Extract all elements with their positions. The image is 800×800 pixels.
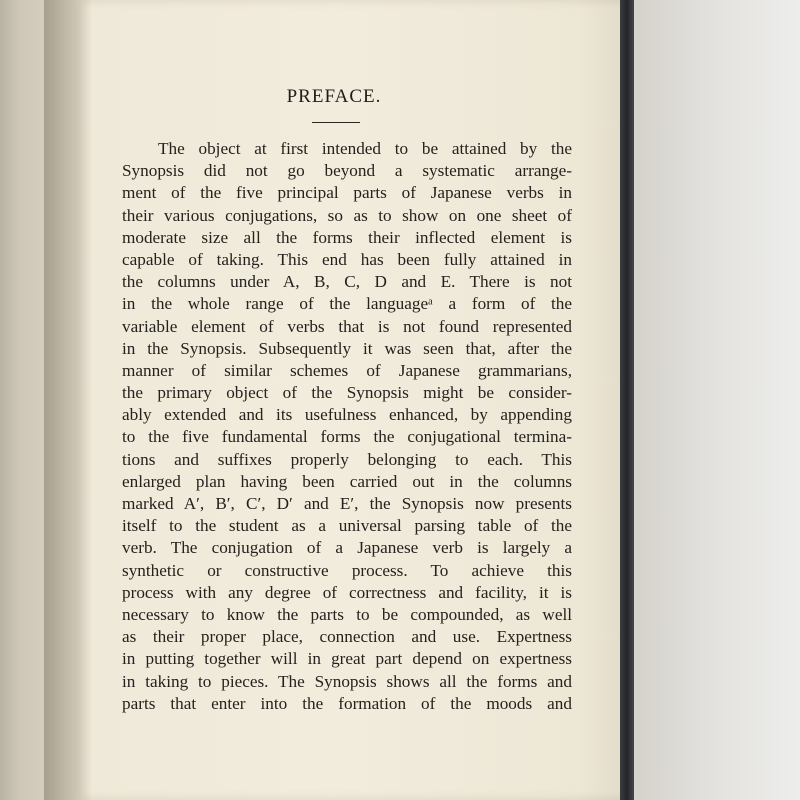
text-line: as their proper place, connection and use. Expertness [122,627,572,647]
text-line: itself to the student as a universal parsing table of the [122,516,572,536]
text-line: in taking to pieces. The Synopsis shows all the forms and [122,671,572,691]
text-line: The object at first intended to be attained by the [158,139,572,158]
text-line: capable of taking. This end has been fully attained in [122,249,572,269]
page-title: PREFACE. [286,86,382,107]
text-line: ment of the five principal parts of Japanese verbs in [122,183,572,203]
text-line: enlarged plan having been carried out in the columns [122,471,572,491]
text-line: their various conjugations, so as to show on one sheet of [122,205,572,225]
book-cover-edge [620,0,634,800]
preface-body [122,138,572,715]
title-rule [312,122,360,123]
text-line: in putting together will in great part depend on expertness [122,649,572,669]
text-line: tions and suffixes properly belonging to each. This [122,449,572,469]
text-line: in the Synopsis. Subsequently it was seen that, after the [122,338,572,358]
text-line: the columns under A, B, C, D and E. There is not [122,272,572,292]
text-line: moderate size all the forms their inflected element is [122,227,572,247]
text-line: the primary object of the Synopsis might be consider- [122,383,572,403]
page-gutter-shadow [44,0,92,800]
text-line: manner of similar schemes of Japanese grammarians, [122,360,572,380]
text-line: synthetic or constructive process. To achieve this [122,560,572,580]
text-line: parts that enter into the formation of the moods and [122,693,572,713]
text-line: necessary to know the parts to be compounded, as well [122,604,572,624]
text-line: in the whole range of the languageᵃ a form of the [122,294,572,314]
text-line: process with any degree of correctness and facility, it is [122,582,572,602]
text-line: verb. The conjugation of a Japanese verb is largely a [122,538,572,558]
book-page [44,0,624,800]
text-line: ably extended and its usefulness enhanced, by appending [122,405,572,425]
text-line: marked A′, B′, C′, D′ and E′, the Synopsis now presents [122,494,572,513]
text-line: to the five fundamental forms the conjugational termina- [122,427,572,447]
text-line: variable element of verbs that is not found represented [122,316,572,336]
text-line: Synopsis did not go beyond a systematic arrange- [122,161,572,181]
